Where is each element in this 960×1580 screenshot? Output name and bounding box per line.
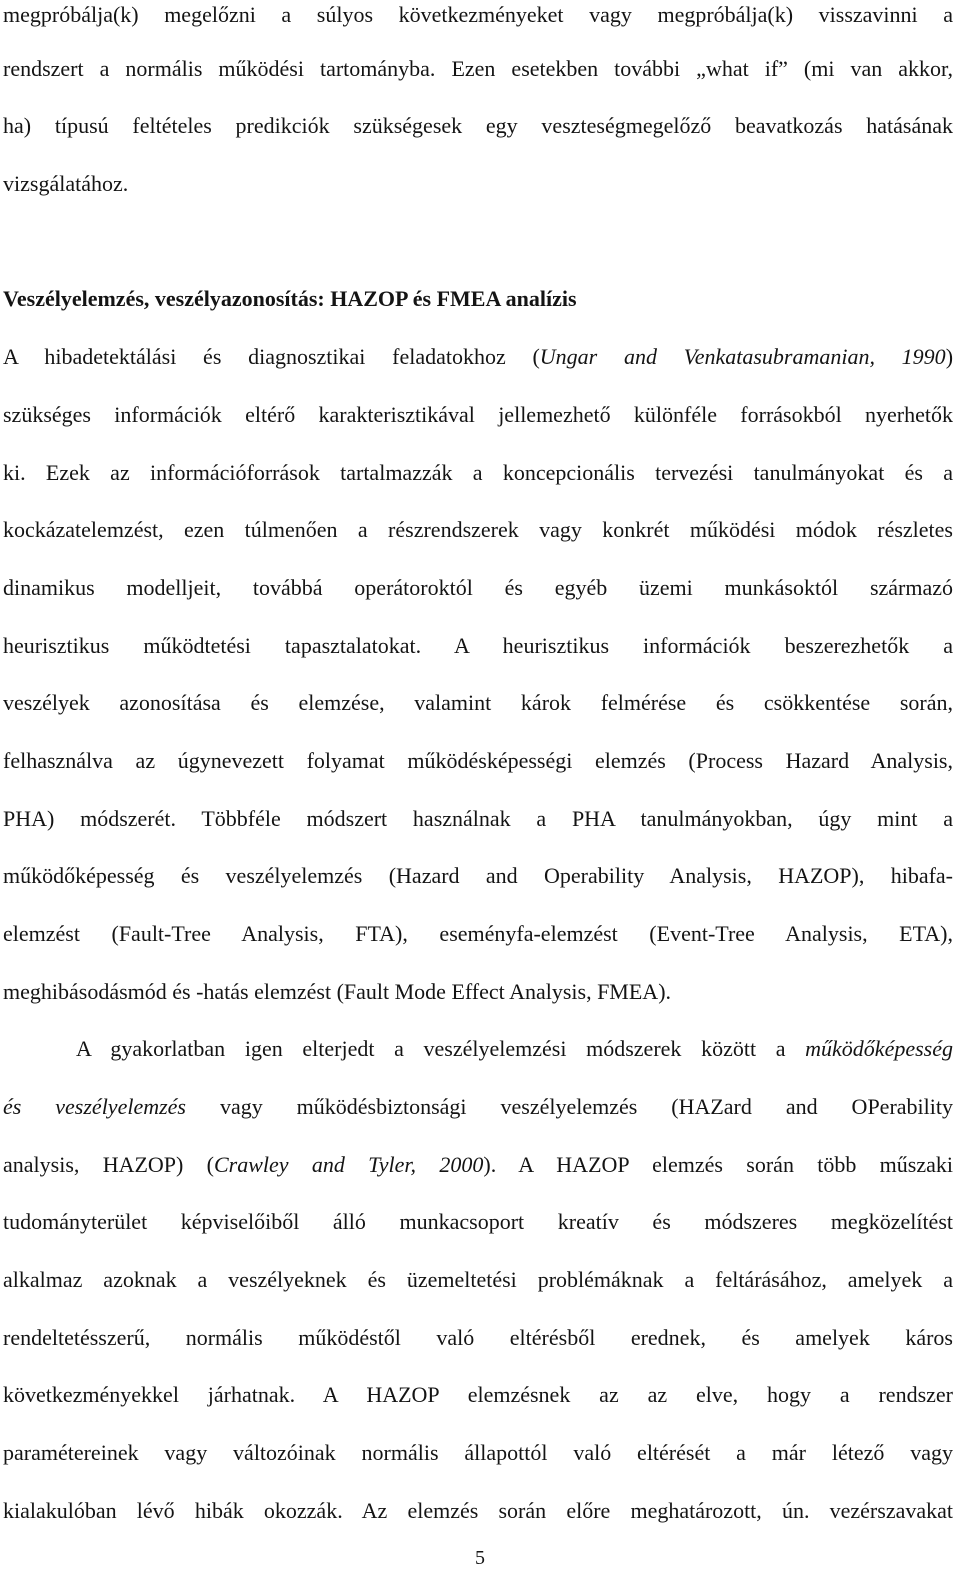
intro-line-2: rendszert a normális működési tartományba. Ezen esetekben további „what if” (mi van akkor, bbox=[3, 56, 953, 81]
p2-line-1-italic: működőképesség bbox=[805, 1036, 953, 1061]
intro-line-1: megpróbálja(k) megelőzni a súlyos következményeket vagy megpróbálja(k) visszavinni a bbox=[3, 2, 953, 27]
p2-line-7: következményekkel járhatnak. A HAZOP elemzésnek az az elve, hogy a rendszer bbox=[3, 1382, 953, 1407]
p1-line-9: PHA) módszerét. Többféle módszert használnak a PHA tanulmányokban, úgy mint a bbox=[3, 806, 953, 831]
p2-line-4: tudományterület képviselőiből álló munkacsoport kreatív és módszeres megközelítést bbox=[3, 1209, 953, 1234]
p1-line-7: veszélyek azonosítása és elemzése, valamint károk felmérése és csökkentése során, bbox=[3, 690, 953, 715]
p1-line-5: dinamikus modelljeit, továbbá operátoroktól és egyéb üzemi munkásoktól származó bbox=[3, 575, 953, 600]
p1-line-1-text-c: ) bbox=[945, 344, 954, 369]
intro-line-3: ha) típusú feltételes predikciók szükségesek egy veszteségmegelőző beavatkozás hatásának bbox=[3, 113, 953, 138]
page-number: 5 bbox=[475, 1547, 485, 1569]
p2-line-5: alkalmaz azoknak a veszélyeknek és üzemeltetési problémáknak a feltárásához, amelyek a bbox=[3, 1267, 953, 1292]
p2-line-2-italic: és veszélyelemzés bbox=[3, 1094, 186, 1119]
p1-line-10: működőképesség és veszélyelemzés (Hazard and Operability Analysis, HAZOP), hibafa- bbox=[3, 863, 953, 888]
p2-line-8: paramétereinek vagy változóinak normális állapottól való eltérését a már létező vagy bbox=[3, 1440, 953, 1465]
intro-line-4: vizsgálatához. bbox=[3, 171, 129, 196]
p1-line-4: kockázatelemzést, ezen túlmenően a részrendszerek vagy konkrét működési módok részletes bbox=[3, 517, 953, 542]
p2-line-3-text-a: analysis, HAZOP) ( bbox=[3, 1152, 214, 1177]
p2-line-3 bbox=[3, 1150, 953, 1180]
p2-line-6: rendeltetésszerű, normális működéstől való eltérésből erednek, és amelyek káros bbox=[3, 1325, 953, 1350]
p2-line-1-text-a: A gyakorlatban igen elterjedt a veszélyelemzési módszerek között a bbox=[76, 1036, 806, 1061]
p1-line-6: heurisztikus működtetési tapasztalatokat. A heurisztikus információk beszerezhetők a bbox=[3, 633, 953, 658]
section-heading: Veszélyelemzés, veszélyazonosítás: HAZOP és FMEA analízis bbox=[3, 286, 577, 311]
p2-line-3-text-c: ). A HAZOP elemzés során több műszaki bbox=[483, 1152, 953, 1177]
p1-line-1 bbox=[3, 342, 953, 372]
citation-crawley: Crawley and Tyler, 2000 bbox=[214, 1152, 484, 1177]
p2-line-9: kialakulóban lévő hibák okozzák. Az elemzés során előre meghatározott, ún. vezérszavakat bbox=[3, 1498, 953, 1523]
p2-line-1 bbox=[76, 1034, 953, 1064]
p1-line-1-text-a: A hibadetektálási és diagnosztikai feladatokhoz ( bbox=[3, 344, 540, 369]
p1-line-8: felhasználva az úgynevezett folyamat működésképességi elemzés (Process Hazard Analysis, bbox=[3, 748, 953, 773]
p1-line-2: szükséges információk eltérő karakterisztikával jellemezhető különféle forrásokból nyerhetők bbox=[3, 402, 953, 427]
p1-line-12: meghibásodásmód és -hatás elemzést (Fault Mode Effect Analysis, FMEA). bbox=[3, 979, 672, 1004]
citation-ungar: Ungar and Venkatasubramanian, 1990 bbox=[539, 344, 946, 369]
p1-line-11: elemzést (Fault-Tree Analysis, FTA), eseményfa-elemzést (Event-Tree Analysis, ETA), bbox=[3, 921, 953, 946]
p2-line-2 bbox=[3, 1092, 953, 1122]
p1-line-3: ki. Ezek az információforrások tartalmazzák a koncepcionális tervezési tanulmányokat és a bbox=[3, 460, 953, 485]
p2-line-2-text-b: vagy működésbiztonsági veszélyelemzés (HAZard and OPerability bbox=[186, 1094, 953, 1119]
